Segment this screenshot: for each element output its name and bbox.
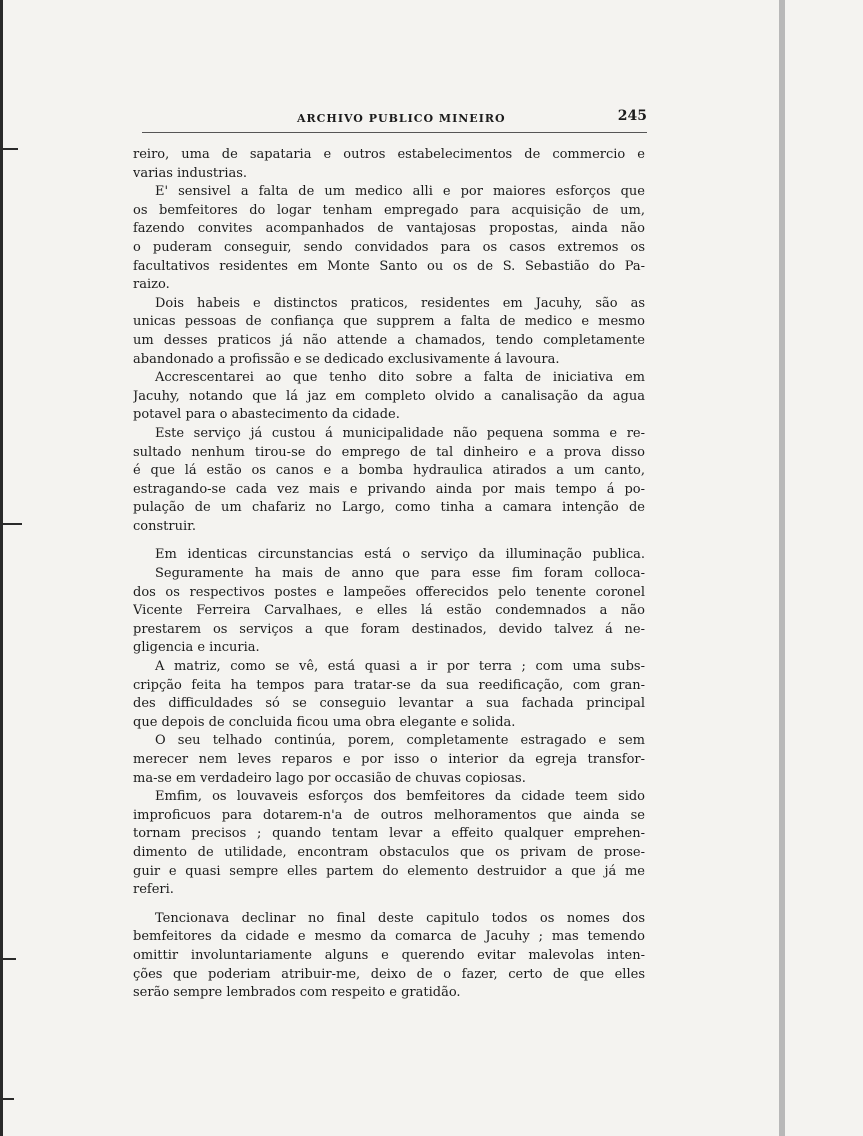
margin-mark <box>0 523 22 525</box>
text-line: serão sempre lembrados com respeito e gratidão. <box>133 985 461 1001</box>
text-line: guir e quasi sempre elles partem do elemento destruidor a que já me <box>133 863 645 879</box>
text-line: potavel para o abastecimento da cidade. <box>133 407 400 423</box>
text-line: bemfeitores da cidade e mesmo da comarca de Jacuhy ; mas temendo <box>133 929 645 945</box>
text-line: unicas pessoas de confiança que supprem a falta de medico e mesmo <box>133 314 645 330</box>
text-line: um desses praticos já não attende a chamados, tendo completamente <box>133 332 645 348</box>
text-line: gligencia e incuria. <box>133 640 260 656</box>
text-line: O seu telhado continúa, porem, completamente estragado e sem <box>155 733 645 749</box>
text-line: pulação de um chafariz no Largo, como tinha a camara intenção de <box>133 500 645 516</box>
text-line: des difficuldades só se conseguio levantar a sua fachada principal <box>133 696 645 712</box>
text-line: estragando-se cada vez mais e privando ainda por mais tempo á po- <box>133 481 645 497</box>
text-line: os bemfeitores do logar tenham empregado para acquisição de um, <box>133 202 645 218</box>
page-header <box>142 108 647 133</box>
page-left-edge <box>0 0 3 1136</box>
running-title: ARCHIVO PUBLICO MINEIRO <box>297 112 506 125</box>
text-line: improficuos para dotarem-n'a de outros melhoramentos que ainda se <box>133 807 645 823</box>
page-number: 245 <box>617 108 647 124</box>
text-line: Vicente Ferreira Carvalhaes, e elles lá estão condemnados a não <box>133 603 645 619</box>
text-line: Seguramente ha mais de anno que para esse fim foram colloca- <box>155 566 645 582</box>
text-line: abandonado a profissão e se dedicado exclusivamente á lavoura. <box>133 351 560 367</box>
text-line: ções que poderiam atribuir-me, deixo de o fazer, certo de que elles <box>133 966 645 982</box>
text-line: que depois de concluida ficou uma obra elegante e solida. <box>133 714 516 730</box>
text-line: raizo. <box>133 277 170 293</box>
text-line: varias industrias. <box>133 165 248 181</box>
margin-mark <box>0 958 16 960</box>
text-line: Emfim, os louvaveis esforços dos bemfeitores da cidade teem sido <box>155 789 645 805</box>
text-line: dos os respectivos postes e lampeões offerecidos pelo tenente coronel <box>133 584 645 600</box>
text-line: Dois habeis e distinctos praticos, residentes em Jacuhy, são as <box>155 295 645 311</box>
text-line: reiro, uma de sapataria e outros estabelecimentos de commercio e <box>133 147 645 162</box>
text-line: ma-se em verdadeiro lago por occasião de chuvas copiosas. <box>133 770 526 786</box>
text-line: A matriz, como se vê, está quasi a ir por terra ; com uma subs- <box>155 659 645 675</box>
text-line: sultado nenhum tirou-se do emprego de tal dinheiro e a prova disso <box>133 444 645 460</box>
page-right-edge <box>779 0 785 1136</box>
text-line: tornam precisos ; quando tentam levar a effeito qualquer emprehen- <box>133 826 645 842</box>
text-line: facultativos residentes em Monte Santo ou os de S. Sebastião do Pa- <box>133 258 645 274</box>
text-line: Accrescentarei ao que tenho dito sobre a falta de iniciativa em <box>155 370 645 386</box>
text-line: referi. <box>133 882 174 898</box>
text-line: E' sensivel a falta de um medico alli e por maiores esforços que <box>155 184 645 200</box>
text-line: omittir involuntariamente alguns e querendo evitar malevolas inten- <box>133 947 645 963</box>
text-line: Tencionava declinar no final deste capitulo todos os nomes dos <box>155 910 645 926</box>
margin-mark <box>0 1098 14 1100</box>
text-line: merecer nem leves reparos e por isso o interior da egreja transfor- <box>133 752 645 767</box>
text-line: prestarem os serviços a que foram destinados, devido talvez á ne- <box>133 621 645 637</box>
text-line: dimento de utilidade, encontram obstaculos que os privam de prose- <box>133 844 645 860</box>
text-line: cripção feita ha tempos para tratar-se da sua reedificação, com gran- <box>133 677 645 693</box>
text-line: construir. <box>133 518 197 534</box>
margin-mark <box>0 148 18 150</box>
text-line: fazendo convites acompanhados de vantajosas propostas, ainda não <box>133 221 645 237</box>
text-line: Em identicas circunstancias está o serviço da illuminação publica. <box>155 547 645 563</box>
text-line: Este serviço já custou á municipalidade não pequena somma e re- <box>155 425 645 441</box>
body-text <box>133 146 645 1003</box>
text-line: é que lá estão os canos e a bomba hydraulica atirados a um canto, <box>133 463 645 479</box>
text-line: o puderam conseguir, sendo convidados para os casos extremos os <box>133 239 645 255</box>
text-line: Jacuhy, notando que lá jaz em completo olvido a canalisação da agua <box>133 388 645 404</box>
